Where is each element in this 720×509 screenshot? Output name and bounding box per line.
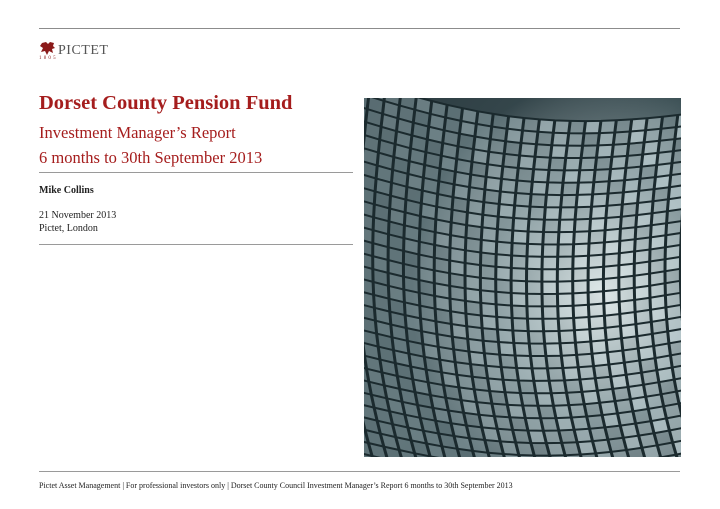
logo-year: 1805 [39,56,58,61]
report-location: Pictet, London [39,223,98,234]
glass-facade-image [364,98,681,457]
report-date: 21 November 2013 [39,210,117,221]
title-divider [39,172,353,173]
footer-divider [39,471,680,472]
building-facade-photo [364,98,681,457]
report-period: 6 months to 30th September 2013 [39,148,263,167]
info-divider [39,244,353,245]
document-title: Dorset County Pension Fund [39,92,293,114]
logo-brand: PICTET [58,43,109,58]
author-name: Mike Collins [39,185,94,196]
top-divider [39,28,680,29]
document-subtitle: Investment Manager’s Report [39,123,236,142]
pictet-logo [39,40,129,64]
footer-text: Pictet Asset Management | For professional investors only | Dorset County Council Investment Manager’s Report 6 months to 30th September 2013 [39,481,513,490]
